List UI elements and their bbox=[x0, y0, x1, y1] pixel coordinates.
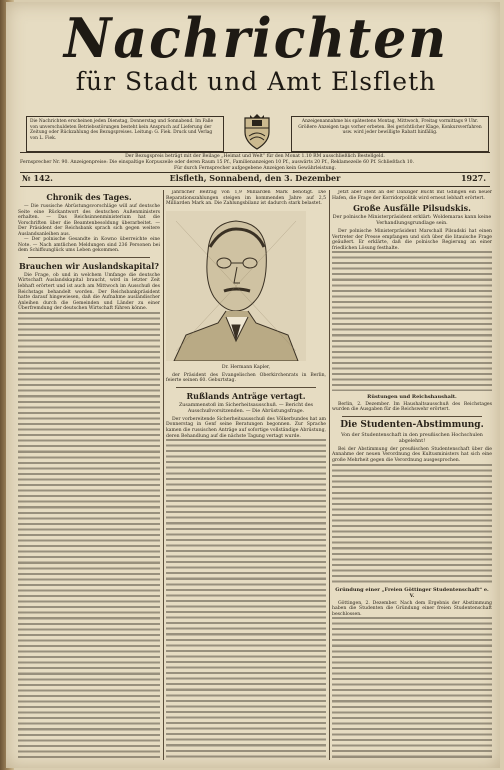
article-text: Der vorbereitende Sicherheitsausschuß des Völkerbundes hat am Donnerstag in Genf seine Beratungen begonnen. Zur Sprache kamen die russischen Anträge auf sofortige vollständige Abrüstung, deren Behandlung auf die nächste Tagung vertagt wurde. bbox=[166, 416, 326, 439]
newspaper-title: Nachrichten bbox=[63, 6, 449, 71]
subscription-price-line: Der Bezugspreis beträgt mit der Beilage „Heimat und Welt“ für den Monat 1.10 RM ausschließlich Bestellgeld. bbox=[125, 154, 385, 159]
year: 1927. bbox=[460, 173, 486, 183]
portrait-image bbox=[166, 211, 306, 361]
article-text: — Der polnische Gesandte in Kowno überreichte eine Note. — Nach amtlichen Meldungen sind 236 Personen bei dem Schiffsunglück ums Leben gekommen. bbox=[18, 237, 160, 254]
article-subheading: Von der Studentenschaft in den preußischen Hochschulen abgelehnt! bbox=[341, 432, 483, 444]
article-text: Göttingen, 2. Dezember. Nach dem Ergebnis der Abstimmung haben die Studenten die Gründung einer freien Studentenschaft beschlossen. bbox=[332, 600, 492, 617]
column-2 bbox=[166, 190, 326, 760]
newspaper-subtitle: für Stadt und Amt Elsfleth bbox=[75, 67, 437, 96]
newspaper-page bbox=[6, 2, 500, 768]
phone-disclaimer: Für durch Fernsprecher aufgegebene Anzeigen kein Gewährleistung. bbox=[173, 166, 337, 171]
article-text: Die Frage, ob und in welchem Umfange die deutsche Wirtschaft Auslandskapital braucht, wird in letzter Zeit lebhaft erörtert und ist auch am Mittwoch im Ausschuß des Reichstags behandelt worden. Der Reichsbankpräsident hatte darauf hingewiesen, daß die Aufnahme ausländischer Anleihen durch die Gemeinden und Länder zu einer Überfremdung der deutschen Wirtschaft führen könne. bbox=[18, 272, 160, 312]
article-heading: Brauchen wir Auslandskapital? bbox=[19, 260, 159, 271]
body-text-lines bbox=[332, 464, 492, 584]
portrait-caption-name: Dr. Hermann Kapler, bbox=[221, 365, 271, 371]
article-heading: Chronik des Tages. bbox=[46, 192, 132, 202]
column-1 bbox=[18, 190, 160, 760]
column-3 bbox=[332, 190, 492, 760]
column-divider bbox=[163, 190, 164, 760]
article-text: Bei der Abstimmung der preußischen Studentenschaft über die Annahme der neuen Verordnung des Kultusministers hat sich eine große Mehrheit gegen die Verordnung ausgesprochen. bbox=[332, 446, 492, 463]
article-subheading: Zusammenstoß im Sicherheitsausschuß. — Bericht des Ausschußvorsitzenden. — Die Abrüstungsfrage. bbox=[178, 402, 314, 414]
place-and-date: Elsfleth, Sonnabend, den 3. Dezember bbox=[169, 173, 341, 183]
article-heading: Große Ausfälle Pilsudskis. bbox=[353, 203, 471, 214]
dateline bbox=[20, 173, 490, 185]
article-heading: Gründung einer „Freien Göttinger Studentenschaft“ e. V. bbox=[335, 586, 489, 600]
header-rule bbox=[20, 152, 490, 153]
article-text: der Präsident des Evangelischen Oberkirchenrats in Berlin, feierte seinen 60. Geburtstag. bbox=[166, 372, 326, 384]
issue-number: № 142. bbox=[22, 173, 53, 183]
article-text: — Die russische Abrüstungsvorschläge will auf deutsche Seite eine Rückantwort des deutschen Außenministers erhalten. — Das Reichsinnenministerium hat die Vorschriften über die Beamtenbesoldung überarbeitet. — Der Präsident der Reichsbank sprach sich gegen weitere Auslandsanleihen aus. bbox=[18, 204, 160, 237]
article-heading: Rußlands Anträge vertagt. bbox=[186, 390, 306, 401]
body-text-lines bbox=[166, 439, 326, 760]
dateline-bottom-rule bbox=[20, 186, 490, 187]
column-divider bbox=[329, 190, 330, 760]
masthead bbox=[18, 6, 494, 118]
article-heading: Rüstungen und Reichshaushalt. bbox=[367, 394, 457, 401]
article-text: jährlicher Beitrag von 1,9 Milliarden Mark benötigt. Die Reparationszahlungen steigen im kommenden Jahre auf 2,5 Milliarden Mark an. Die Zahlungsbilanz ist dadurch stark belastet. bbox=[166, 190, 326, 207]
body-text-lines bbox=[18, 312, 160, 760]
article-text: Jetzt aber steht an der Danziger Bucht mit Gdingen ein neuer Hafen, die Frage der Korridorpolitik wird erneut lebhaft erörtert. bbox=[332, 190, 492, 201]
publication-info-box: Die Nachrichten erscheinen jeden Dienstag, Donnerstag und Sonnabend. Im Falle von unverschuldeten Betriebsstörungen besteht kein Anspruch auf Lieferung der Zeitung oder Rückzahlung des Bezugspreises. Leitung: G. Fiek. Druck und Verlag von L. Fiek. bbox=[26, 116, 224, 152]
advertisement-info-box: Anzeigenannahme bis spätestens Montag, Mittwoch, Freitag vormittags 9 Uhr. Größere Anzeigen tags vorher erbeten. Bei gerichtlicher Klage, Konkursverfahren usw. wird jeder bewilligte Rabatt hinfällig. bbox=[291, 116, 489, 152]
article-subheading: Der polnische Ministerpräsident erklärt: Woldemaras kann keine Verhandlungsgrundlage sein. bbox=[332, 215, 492, 227]
article-heading: Die Studenten-Abstimmung. bbox=[340, 419, 484, 430]
article-text: Berlin, 2. Dezember. Im Haushaltsausschuß des Reichstages wurden die Ausgaben für die Reichswehr erörtert. bbox=[332, 401, 492, 413]
town-coat-of-arms-icon bbox=[242, 112, 272, 150]
article-text: Der polnische Ministerpräsident Marschall Pilsudski hat einen Vertreter der Presse empfangen und sich über die litauische Frage geäußert. Er erklärte, daß die polnische Regierung an einer friedlichen Lösung festhalte. bbox=[332, 229, 492, 251]
phone-number: Fernsprecher Nr. 90. bbox=[20, 160, 69, 165]
body-text-lines bbox=[332, 251, 492, 391]
body-text-lines bbox=[332, 617, 492, 760]
ad-price-line: Anzeigenpreise: Die einspaltige Korpuszeile oder deren Raum 15 Pf., Familienanzeigen 10 Pf., auswärts 20 Pf., Reklamezeile 60 Pf. Schließfach 10. bbox=[70, 160, 415, 165]
